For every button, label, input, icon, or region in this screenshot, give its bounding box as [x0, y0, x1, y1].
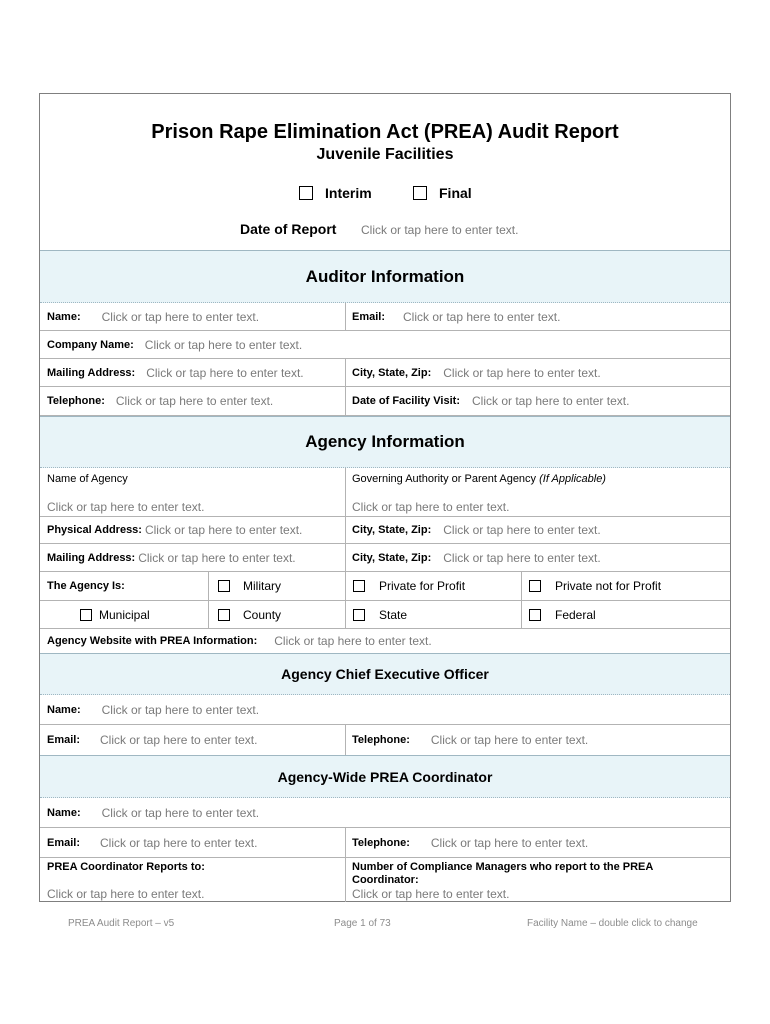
- ceo-row-email-telephone: [40, 725, 730, 755]
- audit-report-form: [39, 93, 731, 902]
- agency-row-name: [40, 468, 730, 517]
- municipal-checkbox[interactable]: [80, 609, 92, 621]
- facility-visit-label: Date of Facility Visit:: [352, 395, 460, 407]
- report-subtitle: Juvenile Facilities: [316, 146, 454, 163]
- ceo-telephone-label: Telephone:: [352, 734, 410, 746]
- interim-option[interactable]: [299, 185, 372, 201]
- option-federal[interactable]: [529, 601, 596, 628]
- state-checkbox[interactable]: [353, 609, 365, 621]
- auditor-mailing-label: Mailing Address:: [47, 366, 136, 379]
- agency-mailing-field[interactable]: Click or tap here to enter text.: [138, 550, 296, 565]
- ceo-section-header: Agency Chief Executive Officer: [40, 653, 730, 695]
- option-county[interactable]: [218, 601, 281, 628]
- option-state[interactable]: [353, 601, 407, 628]
- final-option[interactable]: [413, 185, 472, 201]
- coordinator-row-reports: [40, 858, 730, 902]
- compliance-managers-label: Number of Compliance Managers who report to the PREA Coordinator:: [352, 861, 653, 886]
- ceo-name-label: Name:: [47, 703, 81, 716]
- agency-type-row-1: [40, 572, 730, 601]
- final-label: Final: [439, 185, 472, 201]
- coordinator-email-label: Email:: [47, 836, 81, 849]
- agency-row-mailing: [40, 544, 730, 572]
- governing-authority-field[interactable]: Click or tap here to enter text.: [352, 500, 510, 514]
- coordinator-section-header: Agency-Wide PREA Coordinator: [40, 755, 730, 798]
- option-private-for-profit[interactable]: [353, 572, 465, 600]
- agency-mailing-city-label: City, State, Zip:: [352, 551, 432, 564]
- agency-website-label: Agency Website with PREA Information:: [47, 635, 258, 647]
- auditor-telephone-label: Telephone:: [47, 395, 105, 407]
- report-title: Prison Rape Elimination Act (PREA) Audit Report: [151, 121, 619, 143]
- county-label: County: [243, 607, 282, 622]
- auditor-row-name-email: [40, 303, 730, 331]
- agency-mailing-label: Mailing Address:: [47, 551, 136, 564]
- agency-name-label: Name of Agency: [47, 473, 128, 485]
- ceo-email-label: Email:: [47, 734, 81, 746]
- coordinator-telephone-label: Telephone:: [352, 836, 410, 849]
- facility-visit-field[interactable]: Click or tap here to enter text.: [472, 394, 630, 408]
- auditor-mailing-field[interactable]: Click or tap here to enter text.: [146, 365, 304, 380]
- state-label: State: [379, 607, 408, 622]
- agency-name-field[interactable]: Click or tap here to enter text.: [47, 500, 205, 514]
- coordinator-telephone-field[interactable]: Click or tap here to enter text.: [430, 835, 589, 850]
- auditor-name-label: Name:: [47, 310, 81, 323]
- agency-section-header: Agency Information: [40, 416, 730, 468]
- date-of-report-label: Date of Report: [240, 221, 337, 237]
- county-checkbox[interactable]: [218, 609, 230, 621]
- coordinator-name-label: Name:: [47, 806, 81, 819]
- military-checkbox[interactable]: [218, 580, 230, 592]
- ceo-name-field[interactable]: Click or tap here to enter text.: [101, 702, 260, 717]
- company-name-label: Company Name:: [47, 338, 134, 351]
- reports-to-label: PREA Coordinator Reports to:: [47, 861, 205, 873]
- compliance-managers-field[interactable]: Click or tap here to enter text.: [352, 887, 510, 901]
- auditor-section-header: Auditor Information: [40, 250, 730, 303]
- interim-label: Interim: [325, 185, 372, 201]
- company-name-field[interactable]: Click or tap here to enter text.: [144, 337, 303, 352]
- footer-facility-name[interactable]: Facility Name – double click to change: [527, 918, 698, 929]
- coordinator-email-field[interactable]: Click or tap here to enter text.: [100, 835, 258, 850]
- private-not-for-profit-checkbox[interactable]: [529, 580, 541, 592]
- agency-row-physical: [40, 517, 730, 544]
- auditor-row-mailing: [40, 359, 730, 387]
- military-label: Military: [243, 579, 281, 593]
- governing-authority-label: [352, 473, 606, 485]
- agency-row-website: [40, 629, 730, 653]
- footer-report-version: PREA Audit Report – v5: [68, 918, 175, 929]
- ceo-row-name: [40, 695, 730, 725]
- auditor-row-company: [40, 331, 730, 359]
- auditor-row-telephone: [40, 387, 730, 416]
- final-checkbox[interactable]: [413, 186, 427, 200]
- federal-checkbox[interactable]: [529, 609, 541, 621]
- footer-page-number: Page 1 of 73: [334, 918, 391, 929]
- governing-authority-note: (If Applicable): [539, 473, 606, 485]
- date-of-report-field[interactable]: Click or tap here to enter text.: [361, 223, 519, 237]
- option-municipal[interactable]: [80, 601, 150, 628]
- agency-website-field[interactable]: Click or tap here to enter text.: [274, 634, 432, 648]
- physical-address-field[interactable]: Click or tap here to enter text.: [144, 523, 303, 537]
- interim-checkbox[interactable]: [299, 186, 313, 200]
- auditor-city-label: City, State, Zip:: [352, 366, 432, 379]
- municipal-label: Municipal: [99, 607, 150, 622]
- coordinator-name-field[interactable]: Click or tap here to enter text.: [101, 805, 260, 820]
- ceo-email-field[interactable]: Click or tap here to enter text.: [100, 733, 258, 747]
- coordinator-row-name: [40, 798, 730, 828]
- federal-label: Federal: [555, 607, 596, 622]
- agency-is-label: The Agency Is:: [47, 580, 125, 592]
- coordinator-row-email-telephone: [40, 828, 730, 858]
- option-private-not-for-profit[interactable]: [529, 572, 661, 600]
- governing-authority-text: Governing Authority or Parent Agency: [352, 473, 537, 485]
- agency-city-field[interactable]: Click or tap here to enter text.: [443, 523, 601, 537]
- private-for-profit-label: Private for Profit: [379, 579, 466, 593]
- agency-mailing-city-field[interactable]: Click or tap here to enter text.: [443, 550, 601, 565]
- agency-type-row-2: [40, 601, 730, 629]
- physical-address-label: Physical Address:: [47, 524, 142, 536]
- ceo-telephone-field[interactable]: Click or tap here to enter text.: [430, 733, 589, 747]
- auditor-name-field[interactable]: Click or tap here to enter text.: [101, 309, 260, 324]
- reports-to-field[interactable]: Click or tap here to enter text.: [47, 887, 205, 901]
- auditor-telephone-field[interactable]: Click or tap here to enter text.: [115, 394, 274, 408]
- private-not-for-profit-label: Private not for Profit: [555, 579, 662, 593]
- auditor-email-field[interactable]: Click or tap here to enter text.: [403, 309, 561, 324]
- option-military[interactable]: [218, 572, 281, 600]
- auditor-city-field[interactable]: Click or tap here to enter text.: [443, 365, 601, 380]
- private-for-profit-checkbox[interactable]: [353, 580, 365, 592]
- auditor-email-label: Email:: [352, 310, 386, 323]
- agency-city-label: City, State, Zip:: [352, 524, 432, 536]
